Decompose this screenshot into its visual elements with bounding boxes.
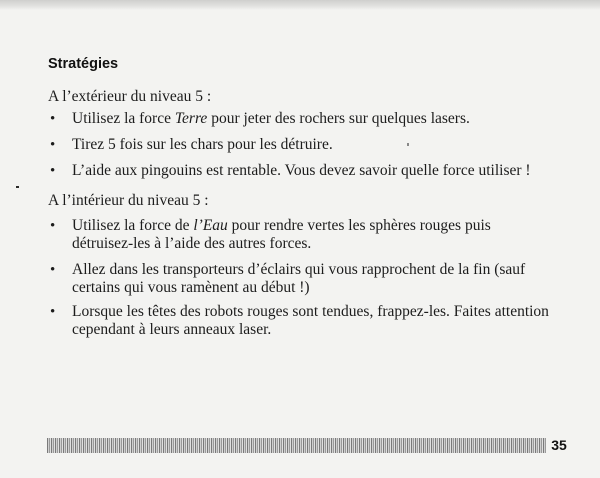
bullet-icon: • bbox=[50, 137, 56, 153]
page-number: 35 bbox=[551, 437, 567, 453]
scan-speck bbox=[407, 143, 409, 146]
list-item: Utilisez la force Terre pour jeter des rochers sur quelques lasers. bbox=[72, 110, 470, 127]
bullet-icon: • bbox=[50, 218, 56, 234]
list-item: Allez dans les transporteurs d’éclairs qui vous rapprochent de la fin (sauf certains qui vous ramènent au début !) bbox=[72, 261, 526, 296]
list-item: Lorsque les têtes des robots rouges sont tendues, frappez-les. Faites attention cependant à leurs anneaux laser. bbox=[72, 303, 549, 338]
section-heading: Stratégies bbox=[48, 56, 119, 72]
page-top-shadow bbox=[0, 0, 600, 10]
bullet-icon: • bbox=[50, 262, 56, 278]
list-item: Utilisez la force de l’Eau pour rendre vertes les sphères rouges puis détruisez-les à l’aide des autres forces. bbox=[72, 217, 491, 252]
list-item: Tirez 5 fois sur les chars pour les détruire. bbox=[72, 136, 333, 153]
inside-level-intro: A l’intérieur du niveau 5 : bbox=[48, 192, 209, 209]
footer-stripe bbox=[47, 438, 546, 453]
bullet-icon: • bbox=[50, 163, 56, 179]
bullet-icon: • bbox=[50, 111, 56, 127]
scan-speck bbox=[16, 186, 19, 188]
outside-level-intro: A l’extérieur du niveau 5 : bbox=[48, 88, 212, 105]
list-item: L’aide aux pingouins est rentable. Vous devez savoir quelle force utiliser ! bbox=[72, 162, 531, 179]
bullet-icon: • bbox=[50, 304, 56, 320]
